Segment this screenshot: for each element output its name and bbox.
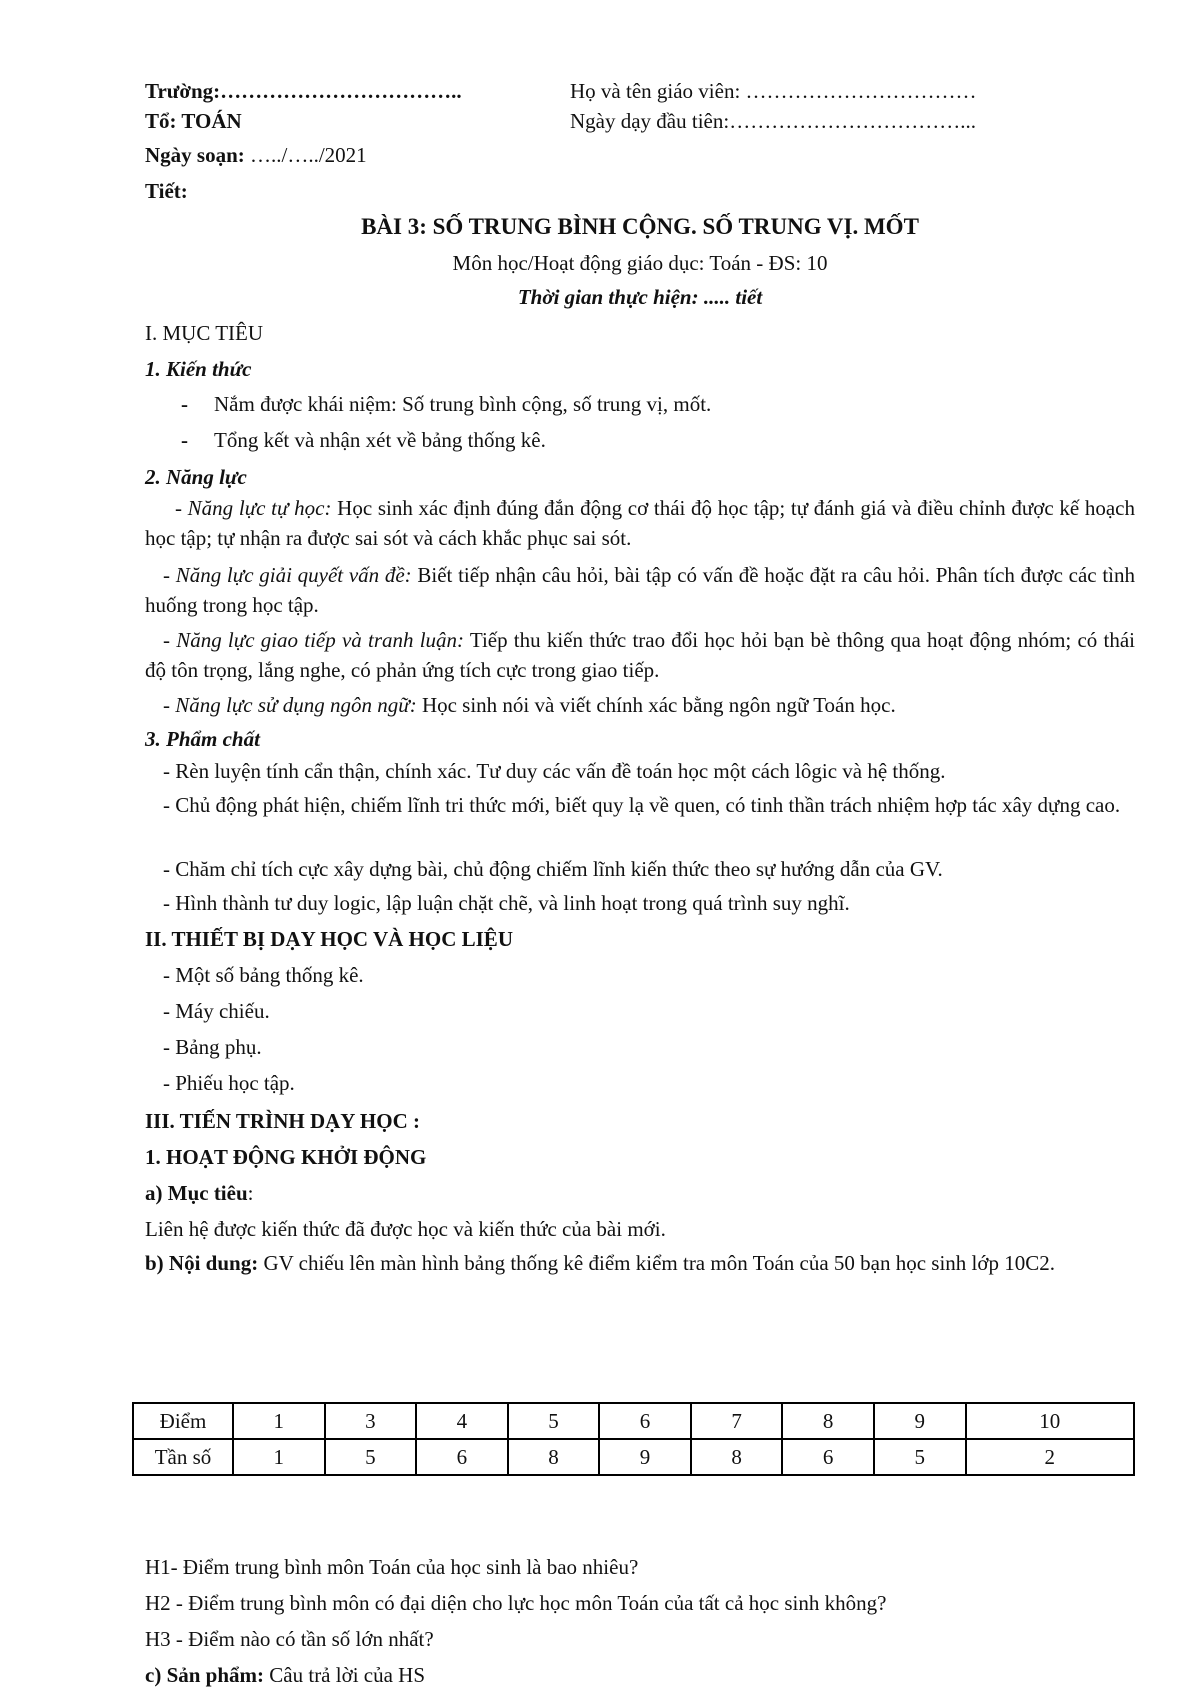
- table-cell: 9: [874, 1403, 966, 1439]
- competency-communication: - Năng lực giao tiếp và tranh luận: Tiếp thu kiến thức trao đổi học hỏi bạn bè thông qua hoạt động nhóm; có thái độ tôn trọng, lắng nghe, có phản ứng tích cực trong giao tiếp.: [145, 628, 1135, 682]
- question-h1: H1- Điểm trung bình môn Toán của học sinh là bao nhiêu?: [145, 1555, 639, 1579]
- question-h2: H2 - Điểm trung bình môn có đại diện cho lực học môn Toán của tất cả học sinh không?: [145, 1591, 887, 1615]
- prep-date-value: …../…../2021: [250, 143, 367, 167]
- table-cell: 6: [416, 1439, 508, 1475]
- table-cell: 5: [508, 1403, 600, 1439]
- table-cell: 1: [233, 1403, 325, 1439]
- table-cell: 5: [325, 1439, 417, 1475]
- knowledge-item: - Tổng kết và nhận xét về bảng thống kê.: [181, 428, 546, 452]
- competency-self-study: - Năng lực tự học: Học sinh xác định đúng đắn động cơ thái độ học tập; tự đánh giá và điều chỉnh được kế hoạch học tập; tự nhận ra được sai sót và cách khắc phục sai sót.: [145, 496, 1135, 550]
- quality-item: - Chăm chỉ tích cực xây dựng bài, chủ động chiếm lĩnh kiến thức theo sự hướng dẫn của GV.: [163, 857, 943, 881]
- teacher-label: Họ và tên giáo viên: ……………………………: [570, 79, 977, 103]
- equipment-item: - Máy chiếu.: [163, 999, 270, 1023]
- table-cell: 6: [782, 1439, 874, 1475]
- duration-line: Thời gian thực hiện: ..... tiết: [517, 285, 763, 309]
- equipment-item: - Bảng phụ.: [163, 1035, 262, 1059]
- prep-date-label: Ngày soạn:: [145, 143, 245, 167]
- activity-heading: 1. HOẠT ĐỘNG KHỞI ĐỘNG: [145, 1145, 427, 1169]
- quality-item: - Chủ động phát hiện, chiếm lĩnh tri thức mới, biết quy lạ về quen, có tinh thần trách nhiệm hợp tác xây dựng cao.: [163, 793, 1121, 817]
- table-cell: 5: [874, 1439, 966, 1475]
- product-line: c) Sản phẩm: Câu trả lời của HS: [145, 1663, 426, 1687]
- lesson-title: BÀI 3: SỐ TRUNG BÌNH CỘNG. SỐ TRUNG VỊ. MỐT: [361, 214, 919, 239]
- equipment-item: - Một số bảng thống kê.: [163, 963, 364, 987]
- quality-heading: 3. Phẩm chất: [145, 727, 260, 751]
- group-label: Tổ: TOÁN: [145, 109, 242, 133]
- table-cell: 1: [233, 1439, 325, 1475]
- subject-line: Môn học/Hoạt động giáo dục: Toán - ĐS: 10: [452, 251, 828, 275]
- table-header-frequency: Tần số: [133, 1439, 233, 1475]
- section2-heading: II. THIẾT BỊ DẠY HỌC VÀ HỌC LIỆU: [145, 927, 513, 951]
- table-header-score: Điểm: [133, 1403, 233, 1439]
- goal-label: a) Mục tiêu:: [145, 1181, 254, 1205]
- table-cell: 7: [691, 1403, 783, 1439]
- dash-bullet: -: [181, 428, 188, 452]
- table-cell: 3: [325, 1403, 417, 1439]
- prep-date: [145, 142, 367, 168]
- question-h3: H3 - Điểm nào có tần số lớn nhất?: [145, 1627, 434, 1651]
- knowledge-heading: 1. Kiến thức: [145, 357, 252, 381]
- period-label: Tiết:: [145, 179, 188, 203]
- table-cell: 8: [508, 1439, 600, 1475]
- table-cell: 8: [782, 1403, 874, 1439]
- competency-problem-solving: - Năng lực giải quyết vấn đề: Biết tiếp nhận câu hỏi, bài tập có vấn đề hoặc đặt ra câu hỏi. Phân tích được các tình huống trong học tập.: [145, 563, 1135, 617]
- table-cell: 6: [599, 1403, 691, 1439]
- section1-heading: I. MỤC TIÊU: [145, 321, 264, 345]
- table-cell: 8: [691, 1439, 783, 1475]
- table-cell: 2: [966, 1439, 1135, 1475]
- content-paragraph: b) Nội dung: GV chiếu lên màn hình bảng thống kê điểm kiểm tra môn Toán của 50 bạn học sinh lớp 10C2.: [145, 1251, 1056, 1275]
- score-frequency-table: [132, 1402, 1135, 1476]
- table-row-score: [133, 1403, 1134, 1439]
- equipment-item: - Phiếu học tập.: [163, 1071, 295, 1095]
- competency-heading: 2. Năng lực: [145, 465, 247, 489]
- table-row-frequency: [133, 1439, 1134, 1475]
- quality-item: - Rèn luyện tính cẩn thận, chính xác. Tư duy các vấn đề toán học một cách lôgic và hệ thống.: [163, 759, 946, 783]
- school-label: Trường:……………………………..: [145, 79, 462, 103]
- table-cell: 9: [599, 1439, 691, 1475]
- dash-bullet: -: [181, 392, 188, 416]
- goal-text: Liên hệ được kiến thức đã được học và kiến thức của bài mới.: [145, 1217, 666, 1241]
- first-day-label: Ngày dạy đầu tiên:……………………………...: [570, 109, 976, 133]
- section3-heading: III. TIẾN TRÌNH DẠY HỌC :: [145, 1109, 420, 1133]
- competency-language: - Năng lực sử dụng ngôn ngữ: Học sinh nói và viết chính xác bằng ngôn ngữ Toán học.: [163, 693, 896, 717]
- table-cell: 4: [416, 1403, 508, 1439]
- knowledge-item: - Nắm được khái niệm: Số trung bình cộng, số trung vị, mốt.: [181, 392, 712, 416]
- quality-item: - Hình thành tư duy logic, lập luận chặt chẽ, và linh hoạt trong quá trình suy nghĩ.: [163, 891, 850, 915]
- table-cell: 10: [966, 1403, 1135, 1439]
